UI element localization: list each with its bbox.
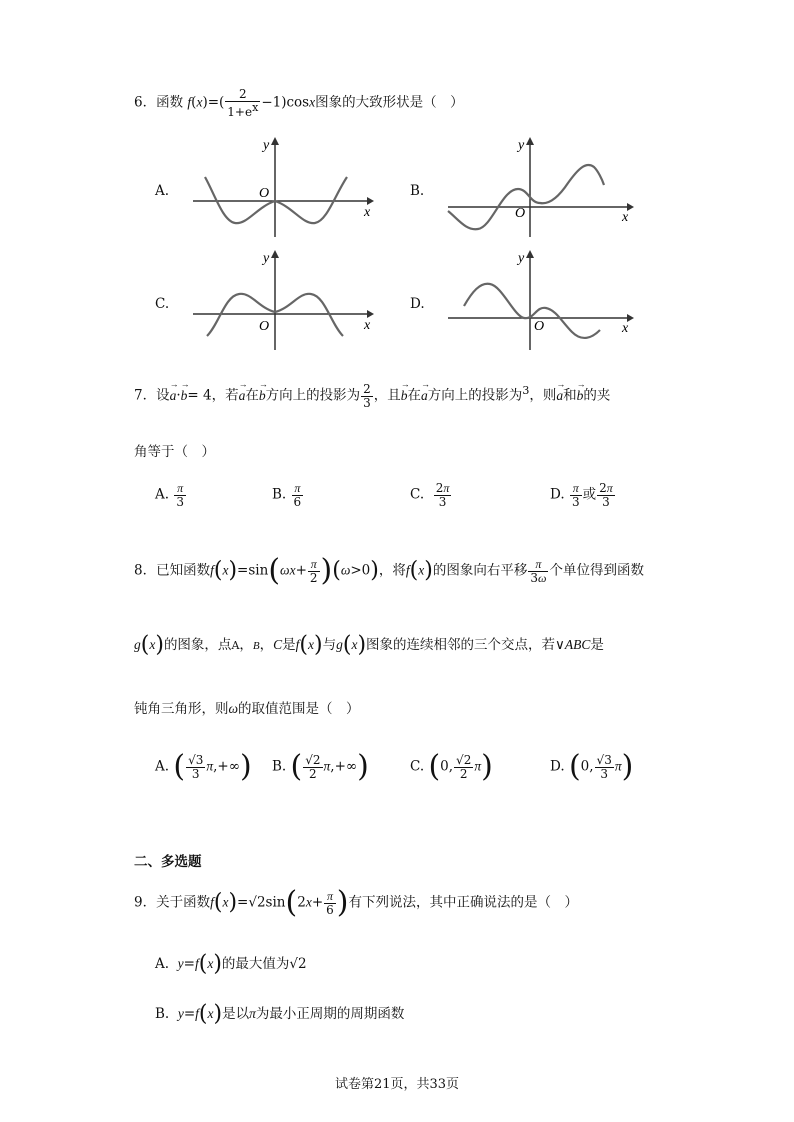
q6-graph-a bbox=[185, 133, 375, 241]
svg-text:y: y bbox=[263, 251, 270, 266]
q8-stem-line2: g(x)的图象，点A，B，C是f(x)与g(x)图象的连续相邻的三个交点，若∨ABC是 bbox=[134, 632, 604, 658]
svg-text:x: x bbox=[364, 205, 371, 220]
svg-text:O: O bbox=[534, 319, 545, 334]
q9-option-a: A. y=f(x)的最大值为√2 bbox=[155, 951, 307, 977]
q7-option-c: C. $\frac{2\pi}{3}$ bbox=[410, 481, 450, 509]
svg-text:O: O bbox=[515, 206, 526, 221]
q6-option-b-label: B. bbox=[410, 183, 425, 199]
svg-text:y: y bbox=[263, 138, 270, 153]
q6-option-d-label: D. bbox=[410, 296, 425, 312]
q7-option-d: D. $\frac{\pi}{3}$ 或 $\frac{2\pi}{3}$ bbox=[550, 481, 613, 509]
q9-stem: 9．关于函数f(x)=√2sin(2x+ $\frac{\pi}{6}$ )有下列说法，其中正确说法的是（ ） bbox=[134, 885, 578, 920]
svg-text:x: x bbox=[622, 321, 629, 336]
q8-stem-line1: 8．已知函数f(x)=sin(ωx+ $\frac{\pi}{2}$ )(ω>0)，将f(x)的图象向右平移 $\frac{\pi}{3\omega}$ 个单位得到函数 bbox=[134, 553, 644, 588]
q6-graph-d bbox=[440, 246, 635, 354]
q8-stem-line3: 钝角三角形，则ω的取值范围是（ ） bbox=[134, 701, 360, 717]
svg-text:x: x bbox=[364, 318, 371, 333]
q7-stem-line2: 角等于（ ） bbox=[134, 444, 215, 460]
q6-graph-c bbox=[185, 246, 375, 354]
svg-text:x: x bbox=[622, 210, 629, 225]
q8-option-c: C. (0, $\frac{√2}{2}$ π) bbox=[410, 749, 493, 784]
q6-stem: 6．函数 f(x)=( $\frac{2}{1+e^x}$ −1)cosx图象的大致形状是（ ） bbox=[134, 87, 464, 119]
q9-option-b: B. y=f(x)是以π为最小正周期的周期函数 bbox=[155, 1001, 405, 1027]
section-title-multiple-choice: 二、多选题 bbox=[134, 854, 202, 870]
svg-text:y: y bbox=[518, 138, 525, 153]
q8-option-a: A. ( $\frac{√3}{3}$ π,+∞) bbox=[155, 749, 252, 784]
q7-stem: 7．设→ a·→ b= 4，若→ a在→ b方向上的投影为 $\frac{2}{3}$ ，且→ b在→ a方向上的投影为$^3$，则→ a和→ b的夹 bbox=[134, 383, 610, 409]
q8-option-b: B. ( $\frac{√2}{2}$ π,+∞) bbox=[272, 749, 369, 784]
q6-option-a-label: A. bbox=[155, 183, 170, 199]
q7-option-a: A. $\frac{\pi}{3}$ bbox=[155, 481, 184, 509]
q6-graph-b bbox=[440, 133, 635, 241]
svg-text:O: O bbox=[259, 186, 270, 201]
q7-option-b: B. $\frac{\pi}{6}$ bbox=[272, 481, 302, 509]
q6-option-c-label: C. bbox=[155, 296, 170, 312]
svg-text:O: O bbox=[259, 319, 270, 334]
q8-option-d: D. (0, $\frac{√3}{3}$ π) bbox=[550, 749, 634, 784]
svg-text:y: y bbox=[518, 251, 525, 266]
page-footer: 试卷第21页，共33页 bbox=[334, 1077, 460, 1092]
